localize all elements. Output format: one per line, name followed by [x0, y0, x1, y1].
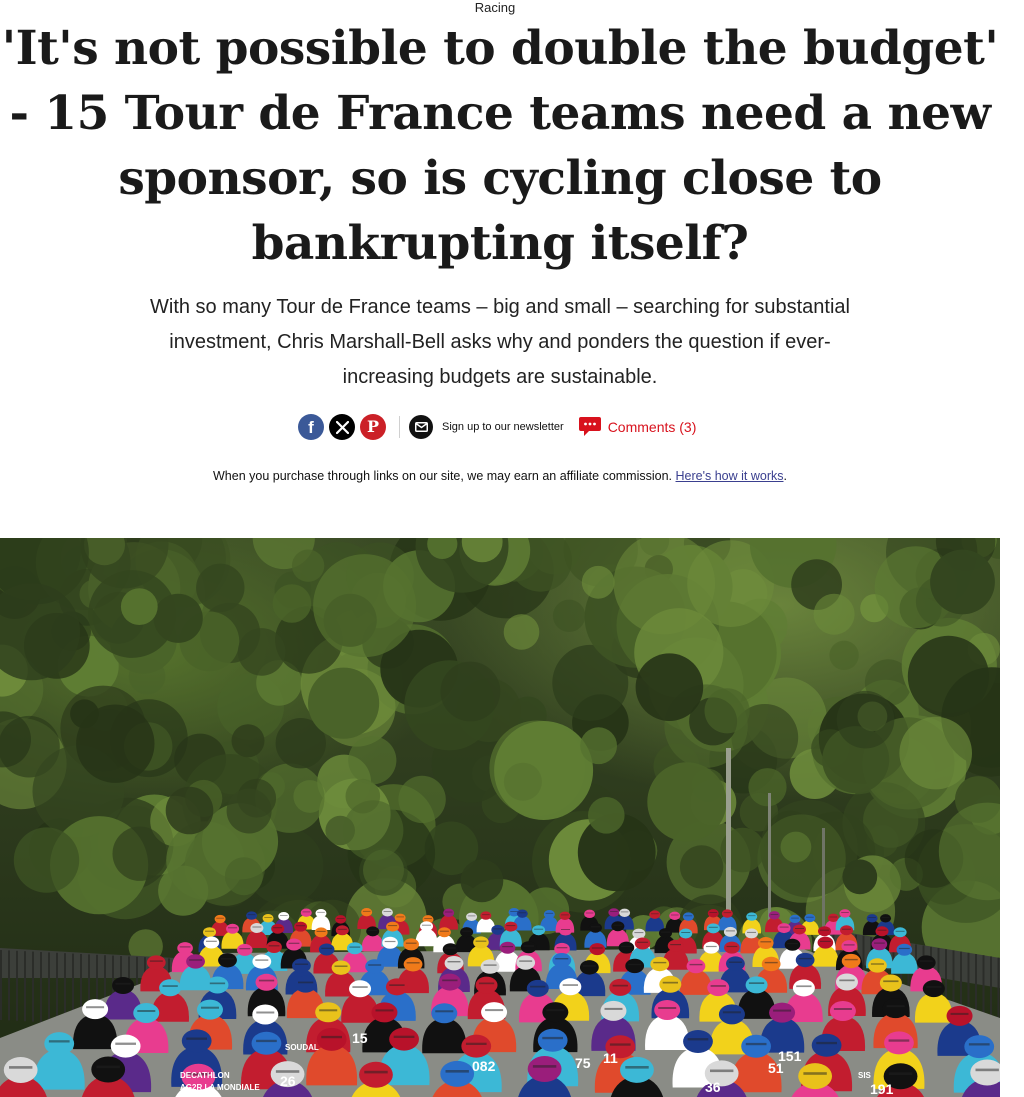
comment-icon — [578, 416, 602, 438]
mail-icon — [409, 415, 433, 439]
pinterest-icon: P — [366, 417, 380, 436]
category-label[interactable]: Racing — [474, 0, 516, 15]
comments-link[interactable] — [578, 416, 697, 438]
share-divider — [399, 416, 400, 438]
newsletter-label: Sign up to our newsletter — [442, 421, 564, 433]
jersey-number: 191 — [870, 1081, 894, 1097]
x-icon — [336, 421, 349, 434]
affiliate-disclaimer — [0, 469, 1000, 483]
jersey-lettering: AG2R LA MONDIALE — [180, 1083, 260, 1092]
jersey-lettering: SIS — [858, 1071, 871, 1080]
pinterest-share-button[interactable] — [360, 414, 386, 440]
comments-label: Comments (3) — [607, 419, 697, 435]
facebook-share-button[interactable] — [298, 414, 324, 440]
share-bar — [298, 413, 696, 441]
hero-image[interactable] — [0, 538, 1000, 1097]
jersey-number: 36 — [705, 1079, 721, 1095]
jersey-number: 51 — [768, 1060, 784, 1076]
article-standfirst: With so many Tour de France teams – big and small – searching for substantial investment, Chris Marshall-Bell asks why and ponders the question if ever-increasing budgets are sustainable. — [150, 296, 850, 388]
jersey-lettering: SOUDAL — [285, 1043, 319, 1052]
article-headline: 'It's not possible to double the budget' - 15 Tour de France teams need a new sponsor, so is cycling close to bankrupting itself? — [1, 21, 999, 271]
jersey-number: 26 — [280, 1073, 296, 1089]
jersey-lettering: DECATHLON — [180, 1071, 230, 1080]
jersey-number: 15 — [352, 1030, 368, 1046]
jersey-number: 75 — [575, 1055, 591, 1071]
jersey-number: 11 — [603, 1050, 618, 1066]
x-share-button[interactable] — [329, 414, 355, 440]
newsletter-signup-link[interactable] — [409, 415, 564, 439]
affiliate-suffix: . — [783, 469, 787, 483]
jersey-number: 082 — [472, 1058, 496, 1074]
affiliate-text: When you purchase through links on our site, we may earn an affiliate commission. — [213, 469, 673, 483]
facebook-icon: f — [308, 417, 314, 437]
affiliate-how-it-works-link[interactable]: Here's how it works — [675, 469, 784, 483]
jersey-number: 151 — [778, 1048, 802, 1064]
